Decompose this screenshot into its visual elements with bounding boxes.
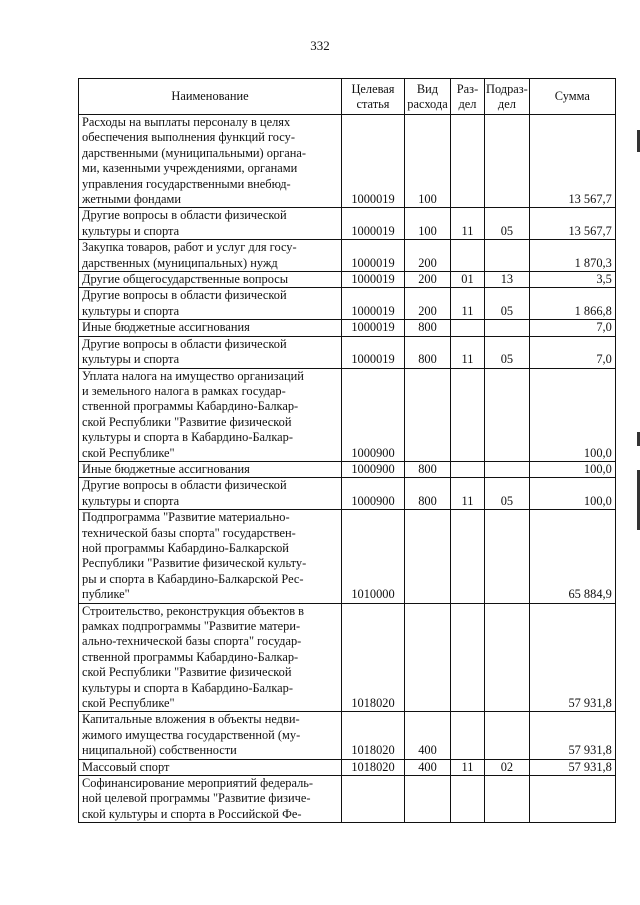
- row-subsection-cell: [485, 603, 530, 712]
- row-expense-type-cell: 100: [405, 208, 451, 240]
- table-row: [79, 368, 616, 461]
- row-subsection-cell: [485, 320, 530, 336]
- row-section-cell: [451, 712, 485, 759]
- row-expense-type-cell: 200: [405, 272, 451, 288]
- row-expense-type-cell: 800: [405, 336, 451, 368]
- row-sum-cell: 7,0: [529, 320, 615, 336]
- row-section-cell: 11: [451, 208, 485, 240]
- row-sum-cell: 57 931,8: [529, 712, 615, 759]
- table-row: [79, 510, 616, 603]
- row-name-cell: Другие вопросы в области физической культуры и спорта: [79, 478, 342, 510]
- row-sum-cell: 100,0: [529, 478, 615, 510]
- row-sum-cell: [529, 776, 615, 823]
- row-section-cell: [451, 461, 485, 477]
- row-subsection-cell: [485, 368, 530, 461]
- row-sum-cell: 1 870,3: [529, 240, 615, 272]
- row-subsection-cell: 05: [485, 288, 530, 320]
- row-target-article-cell: 1000019: [342, 272, 405, 288]
- row-expense-type-cell: 800: [405, 461, 451, 477]
- header-subsection: Подраз- дел: [485, 79, 530, 115]
- row-section-cell: 11: [451, 478, 485, 510]
- page-number: 332: [310, 38, 330, 53]
- row-expense-type-cell: 200: [405, 240, 451, 272]
- header-sum: Сумма: [529, 79, 615, 115]
- row-target-article-cell: 1000019: [342, 320, 405, 336]
- table-row: [79, 208, 616, 240]
- row-sum-cell: 65 884,9: [529, 510, 615, 603]
- budget-table: [78, 78, 616, 823]
- row-target-article-cell: 1000900: [342, 461, 405, 477]
- row-name-cell: Массовый спорт: [79, 759, 342, 775]
- row-sum-cell: 1 866,8: [529, 288, 615, 320]
- row-sum-cell: 7,0: [529, 336, 615, 368]
- row-sum-cell: 57 931,8: [529, 759, 615, 775]
- row-name-cell: Другие вопросы в области физической культуры и спорта: [79, 208, 342, 240]
- row-expense-type-cell: 100: [405, 115, 451, 208]
- row-target-article-cell: 1018020: [342, 603, 405, 712]
- row-sum-cell: 13 567,7: [529, 115, 615, 208]
- row-section-cell: [451, 115, 485, 208]
- row-target-article-cell: 1000019: [342, 208, 405, 240]
- row-sum-cell: 100,0: [529, 461, 615, 477]
- row-name-cell: Другие вопросы в области физической культуры и спорта: [79, 336, 342, 368]
- table-row: [79, 759, 616, 775]
- row-expense-type-cell: 400: [405, 759, 451, 775]
- table-row: [79, 461, 616, 477]
- row-subsection-cell: 02: [485, 759, 530, 775]
- row-target-article-cell: 1000900: [342, 478, 405, 510]
- header-expense-type: Вид расхода: [405, 79, 451, 115]
- row-name-cell: Другие общегосударственные вопросы: [79, 272, 342, 288]
- table-row: [79, 603, 616, 712]
- row-expense-type-cell: 400: [405, 712, 451, 759]
- row-expense-type-cell: [405, 603, 451, 712]
- row-name-cell: Иные бюджетные ассигнования: [79, 320, 342, 336]
- row-subsection-cell: 05: [485, 208, 530, 240]
- row-subsection-cell: 13: [485, 272, 530, 288]
- table-row: [79, 712, 616, 759]
- header-name: Наименование: [79, 79, 342, 115]
- row-sum-cell: 57 931,8: [529, 603, 615, 712]
- row-subsection-cell: [485, 461, 530, 477]
- row-section-cell: [451, 603, 485, 712]
- row-subsection-cell: [485, 776, 530, 823]
- row-name-cell: Закупка товаров, работ и услуг для госу- дарственных (муниципальных) нужд: [79, 240, 342, 272]
- row-name-cell: Строительство, реконструкция объектов в рамках подпрограммы "Развитие матери- ально-технической базы спорта" государ- ственной программы Кабардино-Балкар- ской Республики "Развитие физической культуры и спорта в Кабардино-Балкар- ской Республике": [79, 603, 342, 712]
- row-subsection-cell: [485, 510, 530, 603]
- row-target-article-cell: 1010000: [342, 510, 405, 603]
- row-expense-type-cell: [405, 776, 451, 823]
- row-expense-type-cell: 800: [405, 320, 451, 336]
- row-name-cell: Софинансирование мероприятий федераль- ной целевой программы "Развитие физиче- ской культуры и спорта в Российской Фе-: [79, 776, 342, 823]
- row-name-cell: Расходы на выплаты персоналу в целях обеспечения выполнения функций госу- дарственными (муниципальными) органа- ми, казенными учреждениями, органами управления государственными внебюд- жетными фондами: [79, 115, 342, 208]
- row-target-article-cell: 1000019: [342, 288, 405, 320]
- row-section-cell: 11: [451, 759, 485, 775]
- table-row: [79, 776, 616, 823]
- table-header-row: [79, 79, 616, 115]
- header-target-article: Целевая статья: [342, 79, 405, 115]
- row-name-cell: Капитальные вложения в объекты недви- жимого имущества государственной (му- ниципальной) собственности: [79, 712, 342, 759]
- row-sum-cell: 13 567,7: [529, 208, 615, 240]
- table-row: [79, 320, 616, 336]
- table-row: [79, 478, 616, 510]
- row-target-article-cell: 1018020: [342, 712, 405, 759]
- row-section-cell: [451, 240, 485, 272]
- row-expense-type-cell: [405, 368, 451, 461]
- row-target-article-cell: [342, 776, 405, 823]
- header-section: Раз- дел: [451, 79, 485, 115]
- row-name-cell: Уплата налога на имущество организаций и земельного налога в рамках государ- ственной программы Кабардино-Балкар- ской Республики "Развитие физической культуры и спорта в Кабардино-Балкар- ской Республике": [79, 368, 342, 461]
- table-row: [79, 336, 616, 368]
- row-subsection-cell: 05: [485, 478, 530, 510]
- table-row: [79, 115, 616, 208]
- row-target-article-cell: 1000019: [342, 336, 405, 368]
- row-section-cell: [451, 368, 485, 461]
- table-row: [79, 240, 616, 272]
- table-row: [79, 288, 616, 320]
- row-subsection-cell: 05: [485, 336, 530, 368]
- row-section-cell: [451, 320, 485, 336]
- row-sum-cell: 100,0: [529, 368, 615, 461]
- row-expense-type-cell: [405, 510, 451, 603]
- row-target-article-cell: 1000900: [342, 368, 405, 461]
- row-section-cell: 11: [451, 288, 485, 320]
- row-section-cell: [451, 776, 485, 823]
- row-name-cell: Другие вопросы в области физической культуры и спорта: [79, 288, 342, 320]
- row-subsection-cell: [485, 712, 530, 759]
- row-target-article-cell: 1000019: [342, 240, 405, 272]
- row-sum-cell: 3,5: [529, 272, 615, 288]
- row-target-article-cell: 1018020: [342, 759, 405, 775]
- row-section-cell: 11: [451, 336, 485, 368]
- row-target-article-cell: 1000019: [342, 115, 405, 208]
- table-row: [79, 272, 616, 288]
- row-subsection-cell: [485, 115, 530, 208]
- row-name-cell: Иные бюджетные ассигнования: [79, 461, 342, 477]
- row-expense-type-cell: 800: [405, 478, 451, 510]
- row-name-cell: Подпрограмма "Развитие материально- технической базы спорта" государствен- ной программы Кабардино-Балкарской Республики "Развитие физической культу- ры и спорта в Кабардино-Балкарской Рес- публике": [79, 510, 342, 603]
- row-section-cell: [451, 510, 485, 603]
- row-expense-type-cell: 200: [405, 288, 451, 320]
- row-subsection-cell: [485, 240, 530, 272]
- row-section-cell: 01: [451, 272, 485, 288]
